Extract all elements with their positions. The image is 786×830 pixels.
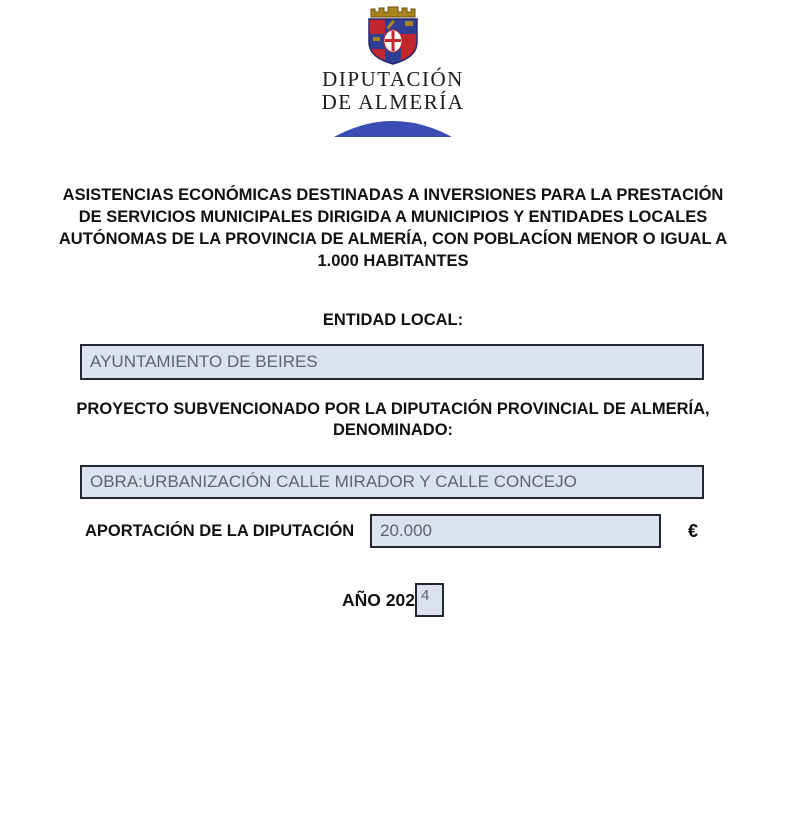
euro-symbol: € — [688, 521, 699, 541]
document-title: ASISTENCIAS ECONÓMICAS DESTINADAS A INVERSIONES PARA LA PRESTACIÓN DE SERVICIOS MUNICIPALES DIRIGIDA A MUNICIPIOS Y ENTIDADES LOCALES AUTÓNOMAS DE LA PROVINCIA DE ALMERÍA, CON POBLACÍON MENOR O IGUAL A 1.000 HABITANTES — [58, 186, 728, 270]
org-wordmark-line2: DE ALMERÍA — [321, 90, 465, 114]
contribution-row — [0, 514, 786, 552]
org-wordmark-line1: DIPUTACIÓN — [322, 67, 464, 91]
entity-input[interactable] — [80, 344, 704, 380]
year-label: AÑO 202 — [342, 590, 415, 610]
logo-arc-icon — [332, 118, 454, 138]
entity-label: ENTIDAD LOCAL: — [322, 311, 464, 329]
year-digit-input[interactable] — [415, 583, 444, 617]
contribution-label: APORTACIÓN DE LA DIPUTACIÓN — [85, 522, 355, 540]
logo-block — [0, 2, 786, 138]
project-input[interactable] — [80, 465, 704, 499]
contribution-input[interactable] — [370, 514, 661, 548]
coat-of-arms-icon — [364, 2, 422, 66]
org-wordmark — [322, 68, 465, 114]
project-label: PROYECTO SUBVENCIONADO POR LA DIPUTACIÓN PROVINCIAL DE ALMERÍA, DENOMINADO: — [76, 400, 710, 439]
year-row — [0, 583, 786, 617]
